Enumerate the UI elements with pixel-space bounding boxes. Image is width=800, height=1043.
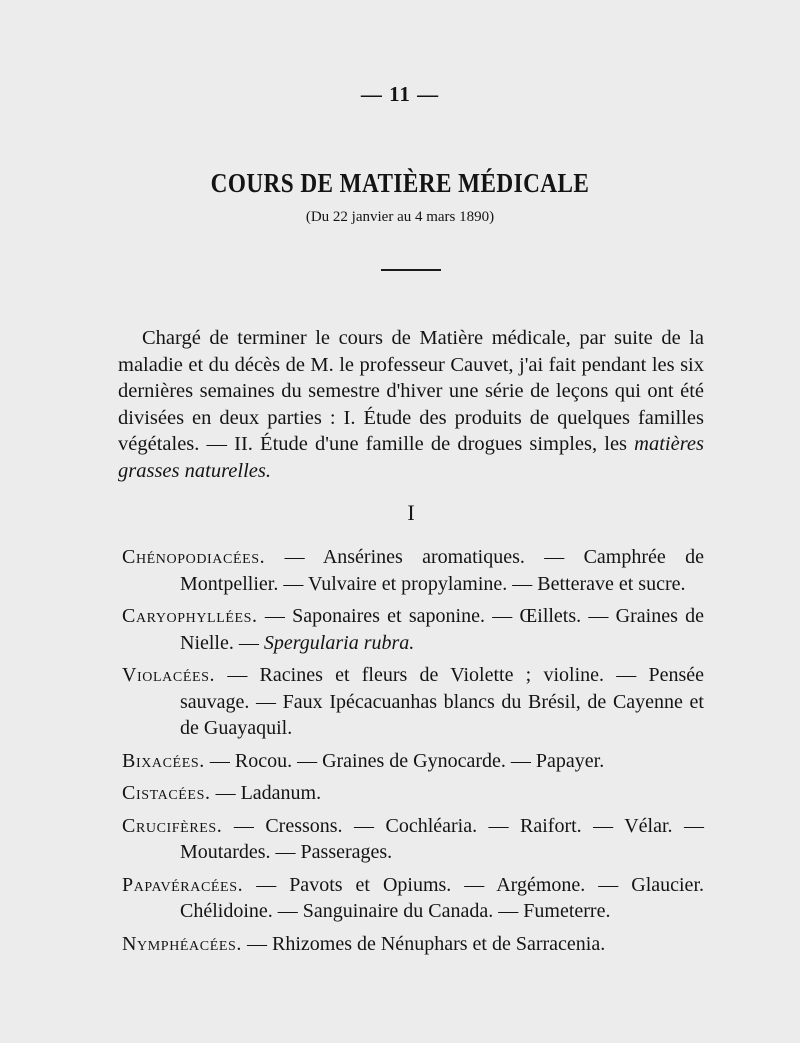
family-entry	[122, 662, 704, 742]
family-text: — Rhizomes de Nénuphars et de Sarracenia.	[242, 932, 606, 955]
family-name: Crucifères.	[122, 814, 223, 837]
family-text: — Rocou. — Graines de Gynocarde. — Papayer.	[204, 749, 605, 772]
section-numeral: I	[407, 500, 415, 525]
family-entry	[122, 813, 704, 866]
family-name: Caryophyllées.	[122, 605, 258, 627]
family-name: Cistacées.	[122, 782, 211, 804]
family-entry	[122, 748, 704, 775]
page-title: COURS DE MATIÈRE MÉDICALE	[210, 168, 590, 198]
family-entry	[122, 780, 704, 807]
family-text: — Saponaires et saponine. — Œillets. — Graines de Nielle. —	[180, 605, 704, 654]
family-text: — Pavots et Opiums. — Argémone. — Glaucier. Chélidoine. — Sanguinaire du Canada. — Fumeterre.	[180, 873, 704, 922]
family-entry	[122, 544, 704, 597]
intro-text: Chargé de terminer le cours de Matière médicale, par suite de la maladie et du décès de M. le professeur Cauvet, j'ai fait pendant les six dernières semaines du semestre d'hiver une série de leçons qui ont été divisées en deux parties : I. Étude des produits de quelques familles végétales. — II. Étude d'une famille de drogues simples, les	[118, 327, 704, 455]
family-text: — Cressons. — Cochléaria. — Raifort. — Vélar. — Moutardes. — Passerages.	[180, 814, 704, 863]
intro-text-block	[118, 325, 704, 484]
family-name: Nymphéacées.	[122, 932, 242, 955]
intro-italic-text: matières grasses naturelles.	[118, 433, 705, 482]
family-text: — Ladanum.	[210, 782, 322, 804]
family-entry	[122, 603, 704, 656]
family-name: Violacées.	[122, 664, 216, 686]
page-subtitle: (Du 22 janvier au 4 mars 1890)	[305, 209, 495, 225]
family-list	[122, 544, 704, 963]
family-name: Papavéracées.	[122, 873, 244, 896]
family-name: Chénopodiacées.	[122, 546, 266, 568]
intro-paragraph	[118, 325, 704, 484]
family-italic: Spergularia rubra.	[263, 631, 415, 654]
family-name: Bixacées.	[122, 749, 205, 772]
family-text: — Ansérines aromatiques. — Camphrée de Montpellier. — Vulvaire et propylamine. — Betterave et sucre.	[180, 546, 704, 595]
family-entry	[122, 931, 704, 958]
family-entry	[122, 872, 704, 925]
page-number: — 11 —	[360, 82, 440, 106]
title-divider	[381, 269, 441, 271]
family-text: — Racines et fleurs de Violette ; violine. — Pensée sauvage. — Faux Ipécacuanhas blancs du Brésil, de Cayenne et de Guayaquil.	[180, 664, 704, 739]
